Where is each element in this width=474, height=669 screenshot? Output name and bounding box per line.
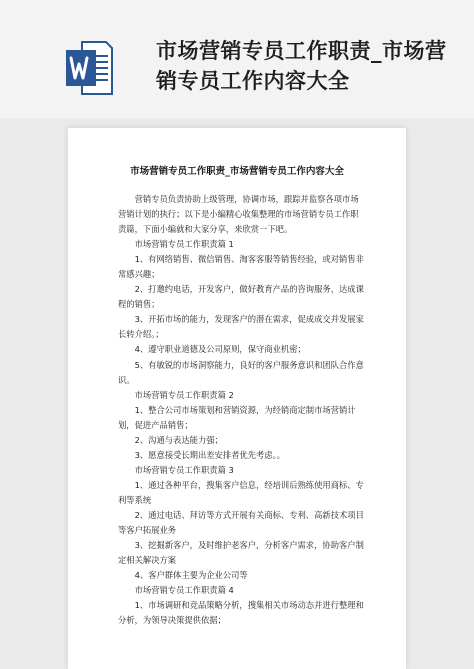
- section-heading: 市场营销专员工作职责篇 1: [134, 239, 234, 250]
- paragraph: 2、打邀约电话，开发客户，做好教育产品的咨询服务，达成课程的销售；: [118, 284, 364, 310]
- paragraph: 2、通过电话、拜访等方式开展有关商标、专利、高新技术项目等客户拓展业务: [118, 509, 364, 536]
- header-banner: [0, 0, 474, 118]
- paragraph: 1、有网络销售、微信销售、淘客客服等销售经验，或对销售非常感兴趣；: [118, 254, 364, 280]
- paragraph: 1、市场调研和竞品策略分析，搜集相关市场动态并进行整理和分析，为领导决策提供依据；: [118, 600, 364, 626]
- paragraph: 3、挖掘新客户，及时维护老客户，分析客户需求，协助客户制定相关解决方案: [118, 540, 364, 566]
- paragraph-intro: 营销专员负责协助上级管理，协调市场，跟踪并监察各项市场营销计划的执行；以下是小编精心收集整理的市场营销专员工作职责篇，下面小编就和大家分享，来欣赏一下吧。: [118, 194, 359, 235]
- section-heading: 市场营销专员工作职责篇 2: [134, 389, 234, 400]
- paragraph: 3、开拓市场的能力，发现客户的潜在需求，促成成交并发展家长转介绍。；: [118, 314, 364, 340]
- paragraph: 4、遵守职业道德及公司原则，保守商业机密；: [134, 344, 306, 355]
- page-title: 市场营销专员工作职责_市场营销专员工作内容大全: [156, 39, 447, 93]
- paragraph: 4、客户群体主要为企业公司等: [134, 570, 248, 581]
- word-document-icon: [66, 40, 114, 96]
- paragraph: 1、通过各种平台，搜集客户信息，经培训后熟练使用商标、专利等系统: [118, 479, 364, 505]
- document-title: 市场营销专员工作职责_市场营销专员工作内容大全: [130, 166, 344, 177]
- section-heading: 市场营销专员工作职责篇 3: [134, 464, 234, 475]
- document-body: [118, 192, 366, 628]
- paragraph: 2、沟通与表达能力强；: [134, 434, 223, 445]
- paragraph: 1、整合公司市场策划和营销资源，为经销商定制市场营销计划，促进产品销售；: [118, 404, 356, 430]
- paragraph: 3、愿意接受长期出差安排者优先考虑。。: [134, 449, 286, 460]
- document-page: [68, 128, 406, 669]
- paragraph: 5、有敏锐的市场洞察能力，良好的客户服务意识和团队合作意识。: [118, 359, 364, 385]
- section-heading: 市场营销专员工作职责篇 4: [134, 585, 234, 596]
